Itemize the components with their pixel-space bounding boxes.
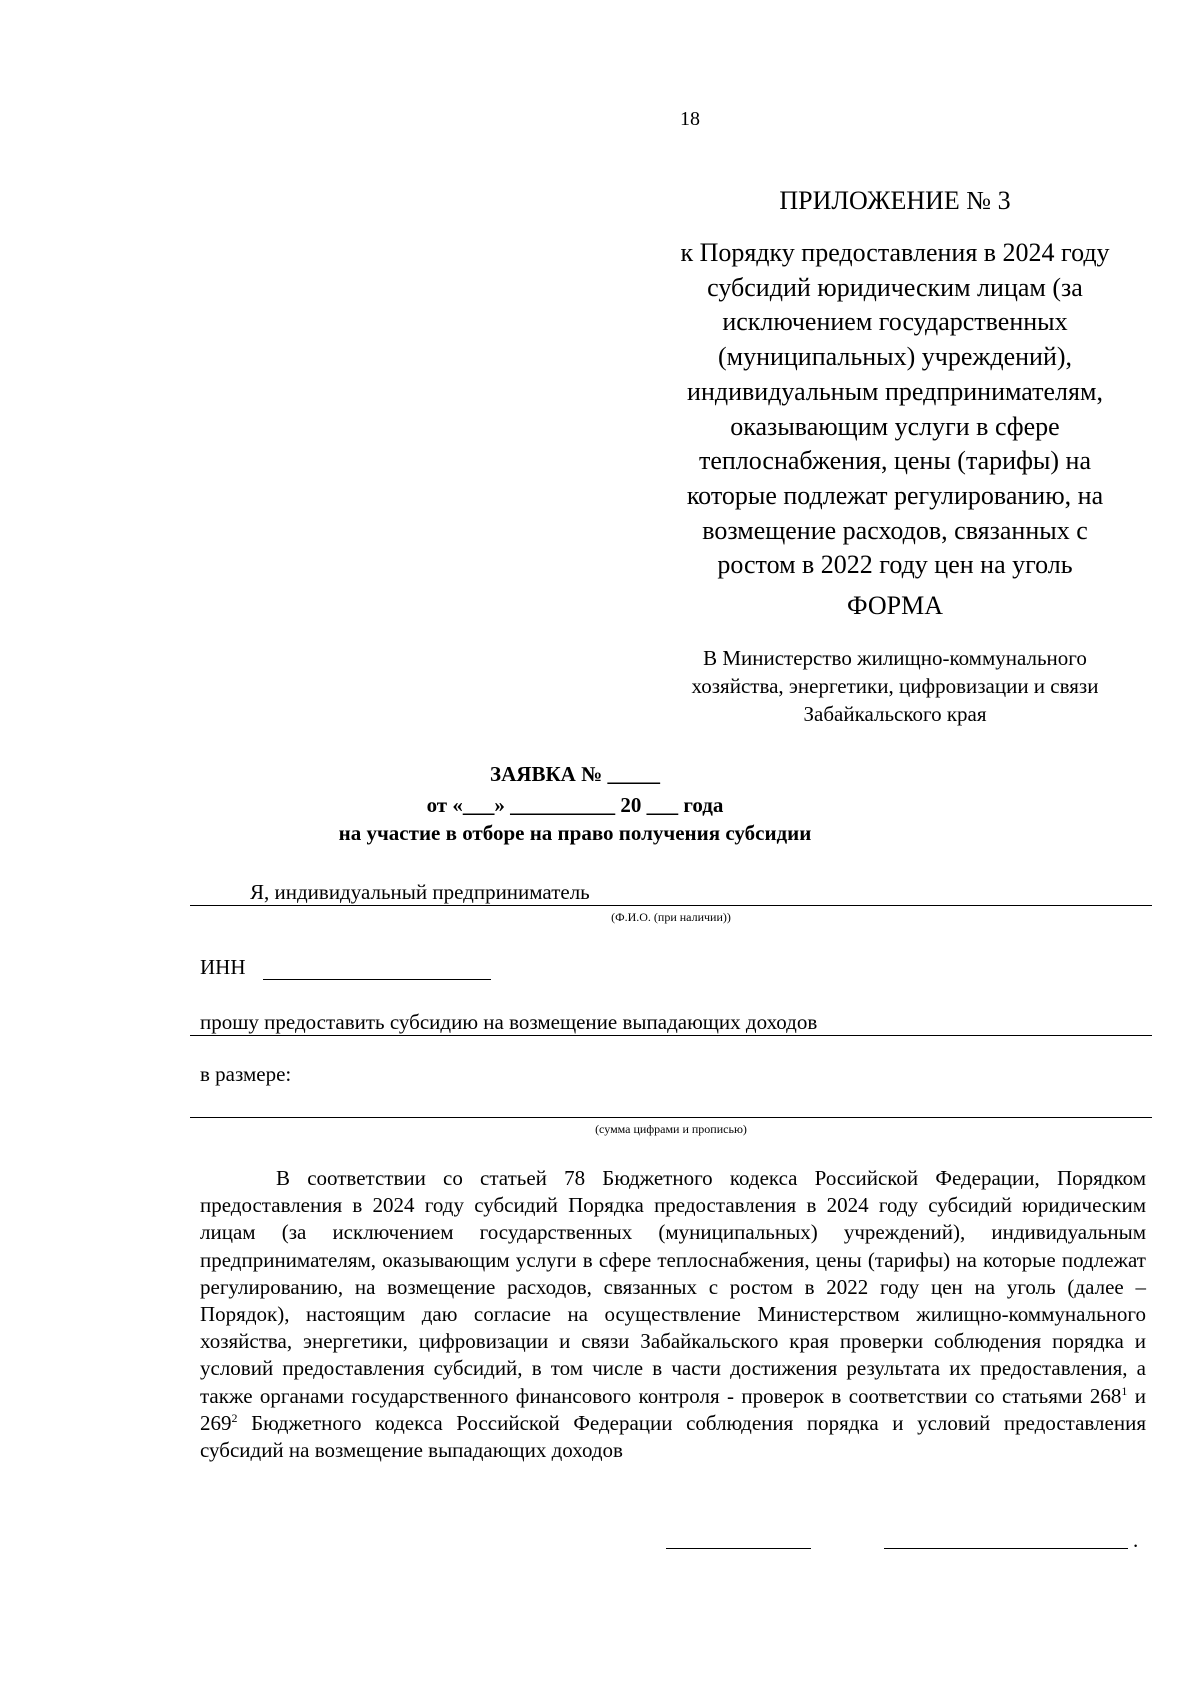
appendix-line: оказывающим услуги в сфере bbox=[730, 411, 1060, 441]
signature-end-mark: . bbox=[1133, 1528, 1139, 1552]
addressee-block bbox=[650, 644, 1140, 728]
appendix-line: теплоснабжения, цены (тарифы) на bbox=[698, 446, 1092, 476]
application-subtitle: на участие в отборе на право получения субсидии bbox=[338, 821, 812, 845]
appendix-line: к Порядку предоставления в 2024 году bbox=[680, 238, 1110, 267]
consent-text-part1: В соответствии со статьей 78 Бюджетного кодекса Российской Федерации, Порядком предоставления в 2024 году субсидий Порядка предоставления в 2024 году субсидий юридическим лицам (за исключением государственных (муниципальных) учреждений), индивидуальным предпринимателям, оказывающим услуги в сфере теплоснабжения, цены (тарифы) на которые подлежат регулированию, на возмещение расходов, связанных с ростом в 2022 году цен на уголь (далее – Порядок), настоящим даю согласие на осуществление Министерством жилищно-коммунального хозяйства, энергетики, цифровизации и связи Забайкальского края проверки соблюдения порядка и условий предоставления субсидий, в том числе в части достижения результата их предоставления, а также органами государственного финансового контроля - проверок в соответствии со статьями 268 bbox=[200, 1166, 1146, 1408]
inn-input-line[interactable] bbox=[263, 979, 491, 980]
form-label: ФОРМА bbox=[847, 591, 943, 620]
consent-text-conj: и 269 bbox=[200, 1383, 1146, 1435]
page-number: 18 bbox=[680, 108, 700, 130]
appendix-description bbox=[650, 236, 1140, 583]
appendix-line: которые подлежат регулированию, на bbox=[686, 480, 1104, 510]
request-underline bbox=[190, 1035, 1152, 1036]
appendix-line: субсидий юридическим лицам (за bbox=[707, 272, 1083, 302]
addressee-line: В Министерство жилищно-коммунального bbox=[703, 646, 1087, 670]
amount-caption: (сумма цифрами и прописью) bbox=[595, 1122, 747, 1136]
application-title: ЗАЯВКА № _____ bbox=[490, 762, 660, 786]
addressee-line: хозяйства, энергетики, цифровизации и связи bbox=[691, 674, 1099, 698]
inn-label: ИНН bbox=[200, 955, 246, 979]
footnote-ref-1: 1 bbox=[1121, 1383, 1128, 1398]
amount-label: в размере: bbox=[200, 1062, 292, 1086]
application-date-line: от «___» __________ 20 ___ года bbox=[426, 793, 724, 817]
appendix-line: исключением государственных bbox=[722, 307, 1068, 337]
appendix-title: ПРИЛОЖЕНИЕ № 3 bbox=[779, 186, 1011, 215]
appendix-line: индивидуальным предпринимателям, bbox=[687, 376, 1103, 406]
entrepreneur-label: Я, индивидуальный предприниматель bbox=[250, 880, 590, 904]
fio-caption: (Ф.И.О. (при наличии)) bbox=[611, 910, 731, 924]
consent-paragraph bbox=[200, 1165, 1146, 1464]
request-text: прошу предоставить субсидию на возмещение выпадающих доходов bbox=[200, 1010, 818, 1034]
consent-text-part2: Бюджетного кодекса Российской Федерации соблюдения порядка и условий предоставления субсидий на возмещение выпадающих доходов bbox=[200, 1410, 1146, 1463]
amount-input-line[interactable] bbox=[190, 1117, 1152, 1118]
footnote-ref-2: 2 bbox=[231, 1410, 238, 1425]
appendix-line: ростом в 2022 году цен на уголь bbox=[717, 550, 1073, 580]
signature-line[interactable] bbox=[666, 1548, 811, 1549]
addressee-line: Забайкальского края bbox=[803, 702, 987, 726]
signatory-name-line[interactable] bbox=[884, 1548, 1128, 1549]
appendix-line: (муниципальных) учреждений), bbox=[717, 342, 1073, 372]
appendix-line: возмещение расходов, связанных с bbox=[702, 515, 1088, 545]
fio-input-line[interactable] bbox=[190, 905, 1152, 906]
